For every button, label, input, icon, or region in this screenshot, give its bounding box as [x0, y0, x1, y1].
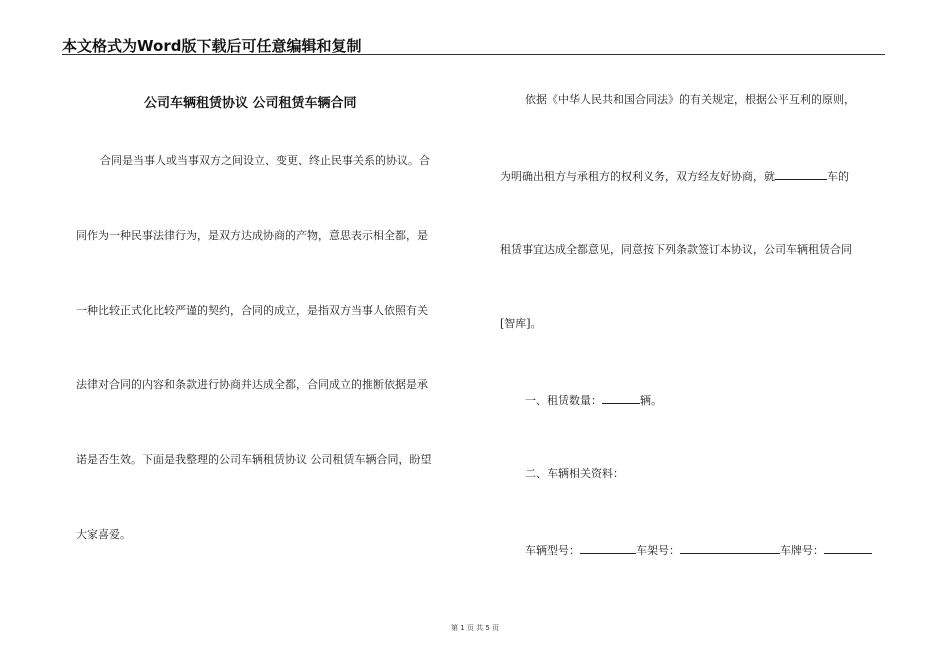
text-fragment: 车的 — [827, 170, 849, 183]
page-number: 第 1 页 共 5 页 — [450, 624, 500, 632]
vehicle-blank-field[interactable] — [775, 168, 827, 180]
quantity-blank-field[interactable] — [602, 392, 640, 404]
document-title: 公司车辆租赁协议 公司租赁车辆合同 — [144, 96, 357, 111]
rental-quantity-line — [525, 392, 662, 408]
paragraph-line: 法律对合同的内容和条款进行协商并达成全都，合同成立的推断依据是承 — [76, 378, 428, 391]
text-fragment: 一、租赁数量： — [525, 394, 602, 407]
paragraph-line: 同作为一种民事法律行为，是双方达成协商的产物，意思表示相全都，是 — [76, 229, 428, 242]
download-banner: 本文格式为Word版下载后可任意编辑和复制 — [62, 37, 362, 55]
paragraph-line: 依据《中华人民共和国合同法》的有关规定，根据公平互利的原则， — [525, 93, 855, 106]
paragraph-line: 一种比较正式化比较严谨的契约，合同的成立，是指双方当事人依照有关 — [76, 304, 428, 317]
text-fragment: 车辆型号： — [525, 544, 580, 557]
text-fragment: 为明确出租方与承租方的权利义务，双方经友好协商，就 — [500, 170, 775, 183]
paragraph-line: 租赁事宜达成全都意见，同意按下列条款签订本协议，公司车辆租赁合同 — [500, 243, 852, 256]
chassis-number-blank-field[interactable] — [680, 542, 780, 554]
paragraph-line: 合同是当事人或当事双方之间设立、变更、终止民事关系的协议。合 — [100, 154, 430, 167]
vehicle-info-heading: 二、车辆相关资料： — [525, 467, 624, 480]
plate-number-blank-field[interactable] — [824, 542, 872, 554]
text-fragment: 车牌号： — [780, 544, 824, 557]
text-fragment: 辆。 — [640, 394, 662, 407]
vehicle-model-blank-field[interactable] — [580, 542, 636, 554]
paragraph-line: 诺是否生效。下面是我整理的公司车辆租赁协议 公司租赁车辆合同，盼望 — [76, 453, 432, 466]
paragraph-line: 大家喜爱。 — [76, 528, 131, 541]
paragraph-line: [智库]。 — [500, 317, 542, 330]
paragraph-line — [500, 168, 849, 184]
vehicle-details-line — [525, 542, 872, 558]
text-fragment: 车架号： — [636, 544, 680, 557]
banner-divider — [62, 54, 885, 55]
